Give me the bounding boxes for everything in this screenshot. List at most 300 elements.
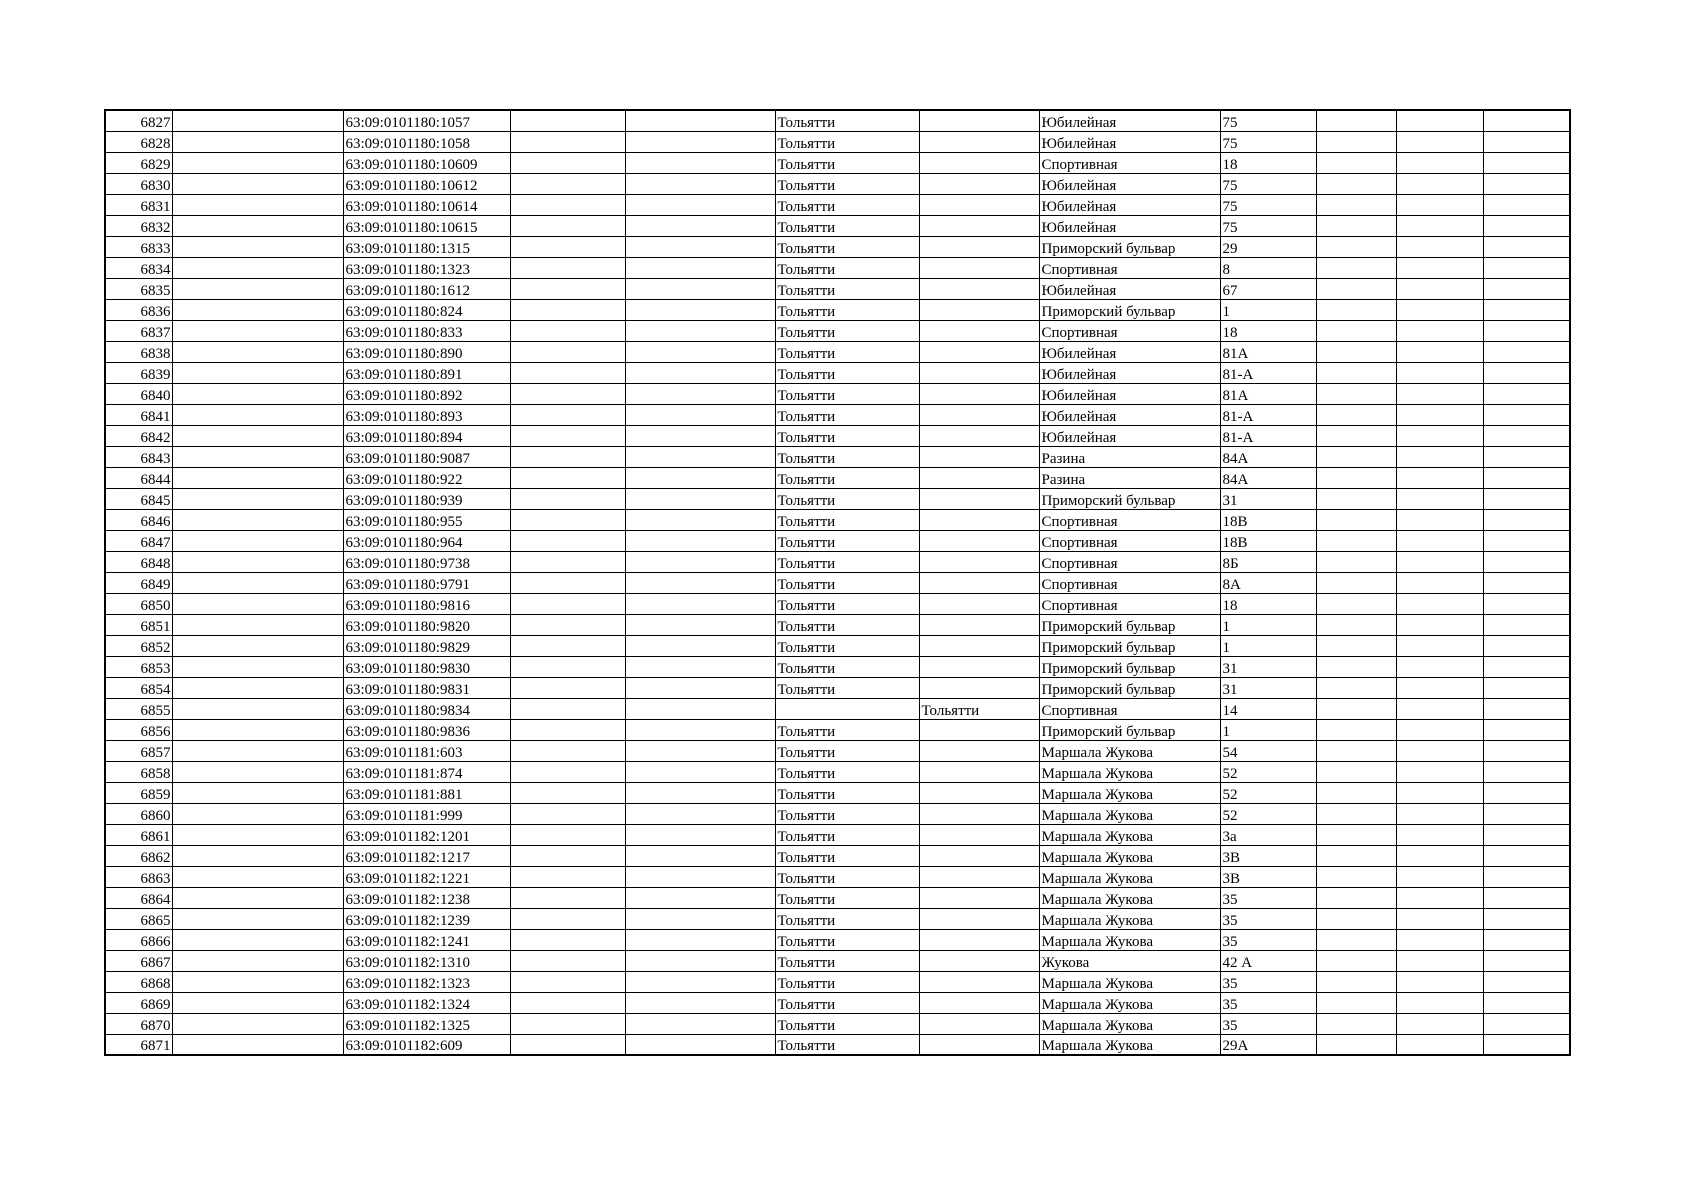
row-number-cell: 6851 [105,614,172,635]
empty-cell [625,698,775,719]
cadastral-number-cell: 63:09:0101180:9836 [343,719,510,740]
empty-cell [1483,110,1570,131]
empty-cell [625,257,775,278]
empty-cell [625,1034,775,1055]
house-cell: 81-А [1220,425,1316,446]
city-cell: Тольятти [775,950,919,971]
empty-cell [1316,614,1396,635]
empty-cell [510,509,625,530]
street-cell: Маршала Жукова [1039,803,1220,824]
city-cell: Тольятти [775,1034,919,1055]
empty-cell [172,383,343,404]
empty-cell [1396,194,1483,215]
empty-cell [1396,152,1483,173]
empty-cell [172,803,343,824]
empty-cell [172,1034,343,1055]
empty-cell [1483,341,1570,362]
city-cell: Тольятти [775,761,919,782]
empty-cell [1483,299,1570,320]
house-cell: 75 [1220,110,1316,131]
locality-cell [919,635,1039,656]
locality-cell [919,110,1039,131]
empty-cell [510,677,625,698]
empty-cell [1316,992,1396,1013]
row-number-cell: 6830 [105,173,172,194]
city-cell: Тольятти [775,488,919,509]
cadastral-number-cell: 63:09:0101180:893 [343,404,510,425]
row-number-cell: 6871 [105,1034,172,1055]
empty-cell [1483,530,1570,551]
house-cell: 35 [1220,929,1316,950]
cadastral-number-cell: 63:09:0101180:894 [343,425,510,446]
empty-cell [1483,845,1570,866]
city-cell: Тольятти [775,425,919,446]
empty-cell [1396,110,1483,131]
empty-cell [1316,236,1396,257]
row-number-cell: 6849 [105,572,172,593]
city-cell: Тольятти [775,383,919,404]
empty-cell [1316,656,1396,677]
empty-cell [625,404,775,425]
empty-cell [1316,467,1396,488]
empty-cell [172,614,343,635]
cadastral-number-cell: 63:09:0101182:1241 [343,929,510,950]
city-cell: Тольятти [775,551,919,572]
empty-cell [625,194,775,215]
row-number-cell: 6828 [105,131,172,152]
empty-cell [172,782,343,803]
empty-cell [625,1013,775,1034]
table-row [105,866,1570,887]
empty-cell [625,341,775,362]
locality-cell [919,299,1039,320]
empty-cell [172,194,343,215]
table-row [105,1034,1570,1055]
empty-cell [1316,698,1396,719]
locality-cell [919,278,1039,299]
empty-cell [1396,950,1483,971]
house-cell: 35 [1220,971,1316,992]
row-number-cell: 6829 [105,152,172,173]
house-cell: 8Б [1220,551,1316,572]
cadastral-number-cell: 63:09:0101180:890 [343,341,510,362]
empty-cell [172,341,343,362]
table-row [105,824,1570,845]
empty-cell [625,782,775,803]
cadastral-number-cell: 63:09:0101180:9834 [343,698,510,719]
cadastral-number-cell: 63:09:0101180:1612 [343,278,510,299]
empty-cell [510,929,625,950]
empty-cell [1396,257,1483,278]
city-cell: Тольятти [775,299,919,320]
row-number-cell: 6840 [105,383,172,404]
city-cell: Тольятти [775,341,919,362]
empty-cell [1483,446,1570,467]
empty-cell [510,1013,625,1034]
house-cell: 31 [1220,656,1316,677]
empty-cell [1396,425,1483,446]
empty-cell [172,593,343,614]
empty-cell [172,488,343,509]
street-cell: Маршала Жукова [1039,971,1220,992]
empty-cell [625,320,775,341]
empty-cell [625,845,775,866]
house-cell: 31 [1220,488,1316,509]
city-cell: Тольятти [775,572,919,593]
empty-cell [1483,656,1570,677]
table-row [105,992,1570,1013]
empty-cell [510,845,625,866]
empty-cell [1396,530,1483,551]
cadastral-number-cell: 63:09:0101182:1221 [343,866,510,887]
empty-cell [1483,782,1570,803]
table-row [105,383,1570,404]
empty-cell [510,173,625,194]
empty-cell [1316,509,1396,530]
table-row [105,803,1570,824]
cadastral-number-cell: 63:09:0101180:10612 [343,173,510,194]
empty-cell [1316,530,1396,551]
empty-cell [510,215,625,236]
city-cell: Тольятти [775,152,919,173]
row-number-cell: 6845 [105,488,172,509]
house-cell: 18 [1220,593,1316,614]
empty-cell [172,971,343,992]
cadastral-number-cell: 63:09:0101180:10614 [343,194,510,215]
empty-cell [1396,509,1483,530]
row-number-cell: 6866 [105,929,172,950]
house-cell: 1 [1220,299,1316,320]
empty-cell [172,425,343,446]
row-number-cell: 6858 [105,761,172,782]
cadastral-number-cell: 63:09:0101180:9738 [343,551,510,572]
empty-cell [510,572,625,593]
empty-cell [172,719,343,740]
empty-cell [625,614,775,635]
table-row [105,635,1570,656]
empty-cell [172,404,343,425]
empty-cell [510,110,625,131]
row-number-cell: 6855 [105,698,172,719]
cadastral-number-cell: 63:09:0101180:922 [343,467,510,488]
empty-cell [172,110,343,131]
empty-cell [172,950,343,971]
row-number-cell: 6842 [105,425,172,446]
row-number-cell: 6852 [105,635,172,656]
city-cell: Тольятти [775,530,919,551]
empty-cell [1483,551,1570,572]
street-cell: Спортивная [1039,320,1220,341]
empty-cell [510,425,625,446]
row-number-cell: 6836 [105,299,172,320]
empty-cell [1316,950,1396,971]
table-row [105,299,1570,320]
house-cell: 3а [1220,824,1316,845]
empty-cell [510,908,625,929]
house-cell: 1 [1220,614,1316,635]
empty-cell [510,1034,625,1055]
row-number-cell: 6846 [105,509,172,530]
empty-cell [1316,677,1396,698]
empty-cell [1396,467,1483,488]
empty-cell [1316,1013,1396,1034]
cadastral-number-cell: 63:09:0101180:10609 [343,152,510,173]
empty-cell [625,635,775,656]
table-row [105,845,1570,866]
empty-cell [1316,908,1396,929]
empty-cell [510,446,625,467]
street-cell: Приморский бульвар [1039,677,1220,698]
house-cell: 67 [1220,278,1316,299]
cadastral-number-cell: 63:09:0101180:9831 [343,677,510,698]
empty-cell [1396,131,1483,152]
empty-cell [1396,488,1483,509]
cadastral-number-cell: 63:09:0101181:603 [343,740,510,761]
table-row [105,677,1570,698]
empty-cell [172,677,343,698]
empty-cell [1396,1034,1483,1055]
empty-cell [1316,173,1396,194]
empty-cell [1396,173,1483,194]
empty-cell [1396,971,1483,992]
locality-cell [919,761,1039,782]
locality-cell [919,215,1039,236]
row-number-cell: 6859 [105,782,172,803]
empty-cell [1396,824,1483,845]
row-number-cell: 6864 [105,887,172,908]
row-number-cell: 6838 [105,341,172,362]
house-cell: 84А [1220,446,1316,467]
street-cell: Спортивная [1039,572,1220,593]
cadastral-number-cell: 63:09:0101180:1323 [343,257,510,278]
table-row [105,950,1570,971]
empty-cell [1316,446,1396,467]
empty-cell [510,950,625,971]
empty-cell [625,509,775,530]
locality-cell [919,803,1039,824]
row-number-cell: 6867 [105,950,172,971]
table-row [105,152,1570,173]
table-row [105,173,1570,194]
row-number-cell: 6870 [105,1013,172,1034]
table-body [105,110,1570,1055]
empty-cell [1483,614,1570,635]
empty-cell [172,698,343,719]
city-cell: Тольятти [775,614,919,635]
locality-cell [919,908,1039,929]
empty-cell [1483,887,1570,908]
empty-cell [510,824,625,845]
table-row [105,761,1570,782]
house-cell: 8А [1220,572,1316,593]
empty-cell [1396,761,1483,782]
row-number-cell: 6854 [105,677,172,698]
table-row [105,446,1570,467]
empty-cell [625,950,775,971]
empty-cell [1396,362,1483,383]
locality-cell [919,950,1039,971]
cadastral-number-cell: 63:09:0101180:833 [343,320,510,341]
row-number-cell: 6844 [105,467,172,488]
row-number-cell: 6834 [105,257,172,278]
empty-cell [510,299,625,320]
table-row [105,740,1570,761]
empty-cell [510,866,625,887]
cadastral-number-cell: 63:09:0101180:964 [343,530,510,551]
locality-cell [919,530,1039,551]
empty-cell [1316,824,1396,845]
house-cell: 35 [1220,908,1316,929]
empty-cell [1483,131,1570,152]
house-cell: 75 [1220,131,1316,152]
empty-cell [1396,887,1483,908]
empty-cell [1396,278,1483,299]
city-cell: Тольятти [775,719,919,740]
empty-cell [1316,383,1396,404]
empty-cell [625,971,775,992]
city-cell: Тольятти [775,866,919,887]
empty-cell [625,131,775,152]
empty-cell [1396,803,1483,824]
cadastral-number-cell: 63:09:0101180:891 [343,362,510,383]
house-cell: 75 [1220,215,1316,236]
cadastral-number-cell: 63:09:0101180:9791 [343,572,510,593]
empty-cell [1483,173,1570,194]
empty-cell [1316,803,1396,824]
locality-cell [919,236,1039,257]
house-cell: 81-А [1220,362,1316,383]
empty-cell [1483,824,1570,845]
city-cell: Тольятти [775,740,919,761]
empty-cell [510,320,625,341]
empty-cell [172,740,343,761]
street-cell: Приморский бульвар [1039,635,1220,656]
house-cell: 29 [1220,236,1316,257]
locality-cell [919,488,1039,509]
street-cell: Юбилейная [1039,278,1220,299]
street-cell: Маршала Жукова [1039,887,1220,908]
house-cell: 81А [1220,383,1316,404]
house-cell: 35 [1220,887,1316,908]
row-number-cell: 6862 [105,845,172,866]
city-cell: Тольятти [775,992,919,1013]
empty-cell [1483,761,1570,782]
locality-cell [919,656,1039,677]
empty-cell [1316,299,1396,320]
empty-cell [1483,467,1570,488]
empty-cell [1316,635,1396,656]
table-row [105,278,1570,299]
empty-cell [172,173,343,194]
house-cell: 84А [1220,467,1316,488]
table-row [105,425,1570,446]
locality-cell [919,194,1039,215]
empty-cell [1483,971,1570,992]
empty-cell [625,866,775,887]
street-cell: Спортивная [1039,698,1220,719]
table-row [105,467,1570,488]
empty-cell [625,488,775,509]
locality-cell [919,320,1039,341]
street-cell: Маршала Жукова [1039,992,1220,1013]
address-table [104,109,1571,1056]
cadastral-number-cell: 63:09:0101182:1238 [343,887,510,908]
empty-cell [625,929,775,950]
street-cell: Разина [1039,446,1220,467]
empty-cell [1316,341,1396,362]
empty-cell [625,362,775,383]
table-row [105,572,1570,593]
cadastral-number-cell: 63:09:0101182:1325 [343,1013,510,1034]
empty-cell [172,761,343,782]
empty-cell [1396,551,1483,572]
locality-cell: Тольятти [919,698,1039,719]
city-cell: Тольятти [775,236,919,257]
empty-cell [172,992,343,1013]
row-number-cell: 6835 [105,278,172,299]
empty-cell [510,530,625,551]
empty-cell [510,803,625,824]
empty-cell [510,404,625,425]
house-cell: 81-А [1220,404,1316,425]
city-cell: Тольятти [775,803,919,824]
table-row [105,194,1570,215]
empty-cell [1396,404,1483,425]
empty-cell [625,908,775,929]
cadastral-number-cell: 63:09:0101180:939 [343,488,510,509]
empty-cell [1316,257,1396,278]
house-cell: 52 [1220,782,1316,803]
table-row [105,1013,1570,1034]
empty-cell [1483,383,1570,404]
locality-cell [919,551,1039,572]
empty-cell [172,131,343,152]
house-cell: 3В [1220,866,1316,887]
empty-cell [625,992,775,1013]
empty-cell [625,761,775,782]
house-cell: 1 [1220,635,1316,656]
empty-cell [1396,929,1483,950]
empty-cell [1396,635,1483,656]
empty-cell [510,257,625,278]
city-cell: Тольятти [775,173,919,194]
cadastral-number-cell: 63:09:0101180:9830 [343,656,510,677]
empty-cell [172,929,343,950]
empty-cell [1483,803,1570,824]
row-number-cell: 6847 [105,530,172,551]
city-cell: Тольятти [775,131,919,152]
table-row [105,488,1570,509]
house-cell: 8 [1220,257,1316,278]
empty-cell [625,677,775,698]
empty-cell [1396,992,1483,1013]
table-row [105,593,1570,614]
empty-cell [510,488,625,509]
locality-cell [919,614,1039,635]
empty-cell [510,152,625,173]
city-cell: Тольятти [775,362,919,383]
city-cell: Тольятти [775,782,919,803]
street-cell: Маршала Жукова [1039,929,1220,950]
street-cell: Юбилейная [1039,110,1220,131]
street-cell: Приморский бульвар [1039,488,1220,509]
empty-cell [1316,215,1396,236]
empty-cell [1396,908,1483,929]
table-row [105,782,1570,803]
row-number-cell: 6837 [105,320,172,341]
city-cell: Тольятти [775,467,919,488]
locality-cell [919,740,1039,761]
